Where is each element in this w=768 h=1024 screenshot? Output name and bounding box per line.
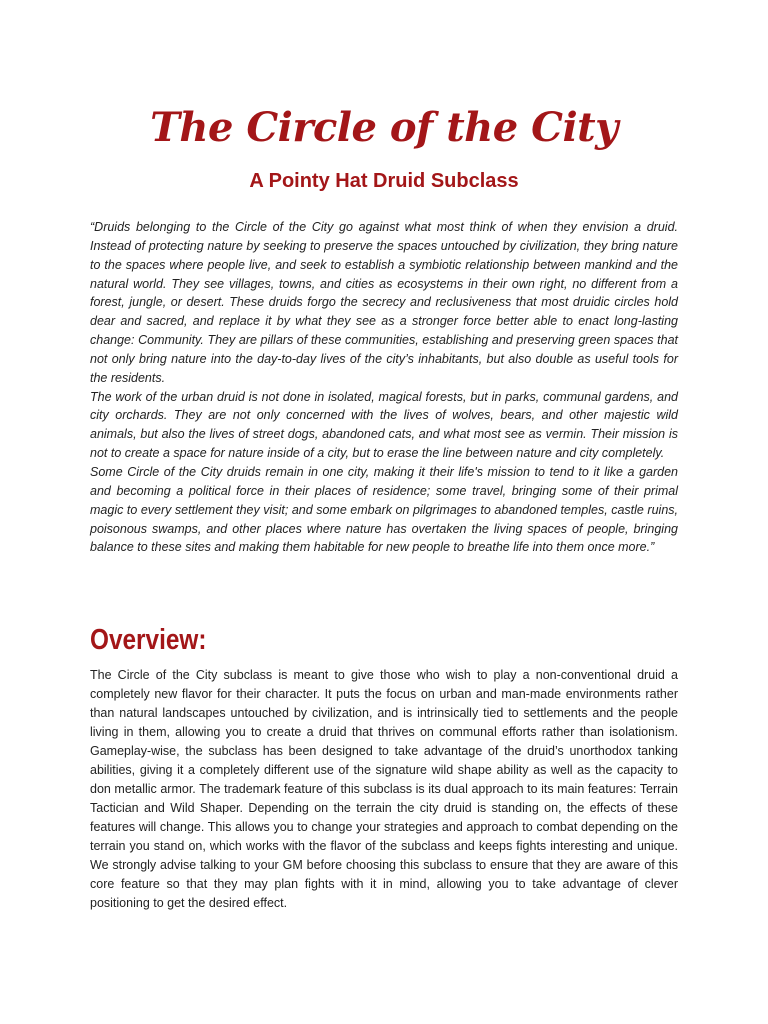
- overview-paragraph: The Circle of the City subclass is meant to give those who wish to play a non-conventional druid a completely new flavor for their character. It puts the focus on urban and man-made environments rather than natural landscapes untouched by civilization, and is intrinsically tied to settlements and the people living in them, allowing you to create a druid that thrives on communal efforts rather than isolationism. Gameplay-wise, the subclass has been designed to take advantage of the druid’s unorthodox tanking abilities, giving it a completely different use of the signature wild shape ability as well as the capacity to don metallic armor. The trademark feature of this subclass is its dual approach to its main features: Terrain Tactician and Wild Shaper. Depending on the terrain the city druid is standing on, the effects of these features will change. This allows you to change your strategies and approach to combat depending on the terrain you stand on, which works with the flavor of the subclass and keeps fights interesting and unique. We strongly advise talking to your GM before choosing this subclass to ensure that they are aware of this core feature so that they may plan fights with it in mind, allowing you to take advantage of clever positioning to get the desired effect.: [90, 668, 678, 910]
- intro-quote: [90, 218, 678, 557]
- document-subtitle: A Pointy Hat Druid Subclass: [249, 170, 519, 192]
- quote-paragraph: Some Circle of the City druids remain in one city, making it their life's mission to tend to it like a garden and becoming a political force in their places of residence; some travel, bringing some of their primal magic to every settlement they visit; and some embark on pilgrimages to abandoned temples, castle ruins, poisonous swamps, and other places where nature has overtaken the living spaces of people, bringing balance to these sites and making them habitable for new people to breathe life into them once more.”: [90, 464, 678, 555]
- document-title: The Circle of the City: [150, 104, 618, 151]
- overview-heading: Overview:: [90, 624, 207, 656]
- quote-paragraph: The work of the urban druid is not done in isolated, magical forests, but in parks, communal gardens, and city orchards. They are not only concerned with the lives of wolves, bears, and other majestic wild animals, but also the lives of street dogs, abandoned cats, and what most see as vermin. Their mission is not to create a space for nature inside of a city, but to erase the line between nature and city completely.: [90, 389, 678, 461]
- quote-paragraph: “Druids belonging to the Circle of the City go against what most think of when they envision a druid. Instead of protecting nature by seeking to preserve the spaces untouched by civilization, they bring nature to the spaces where people live, and seek to establish a symbiotic relationship between mankind and the natural world. They see villages, towns, and cities as ecosystems in their own right, no different from a forest, jungle, or desert. These druids forgo the secrecy and reclusiveness that most druidic circles hold dear and sacred, and replace it by what they see as a stronger force better able to enact long-lasting change: Community. They are pillars of these communities, establishing and preserving green spaces that not only bring nature into the day-to-day lives of the city’s inhabitants, but also double as useful tools for the residents.: [90, 220, 678, 385]
